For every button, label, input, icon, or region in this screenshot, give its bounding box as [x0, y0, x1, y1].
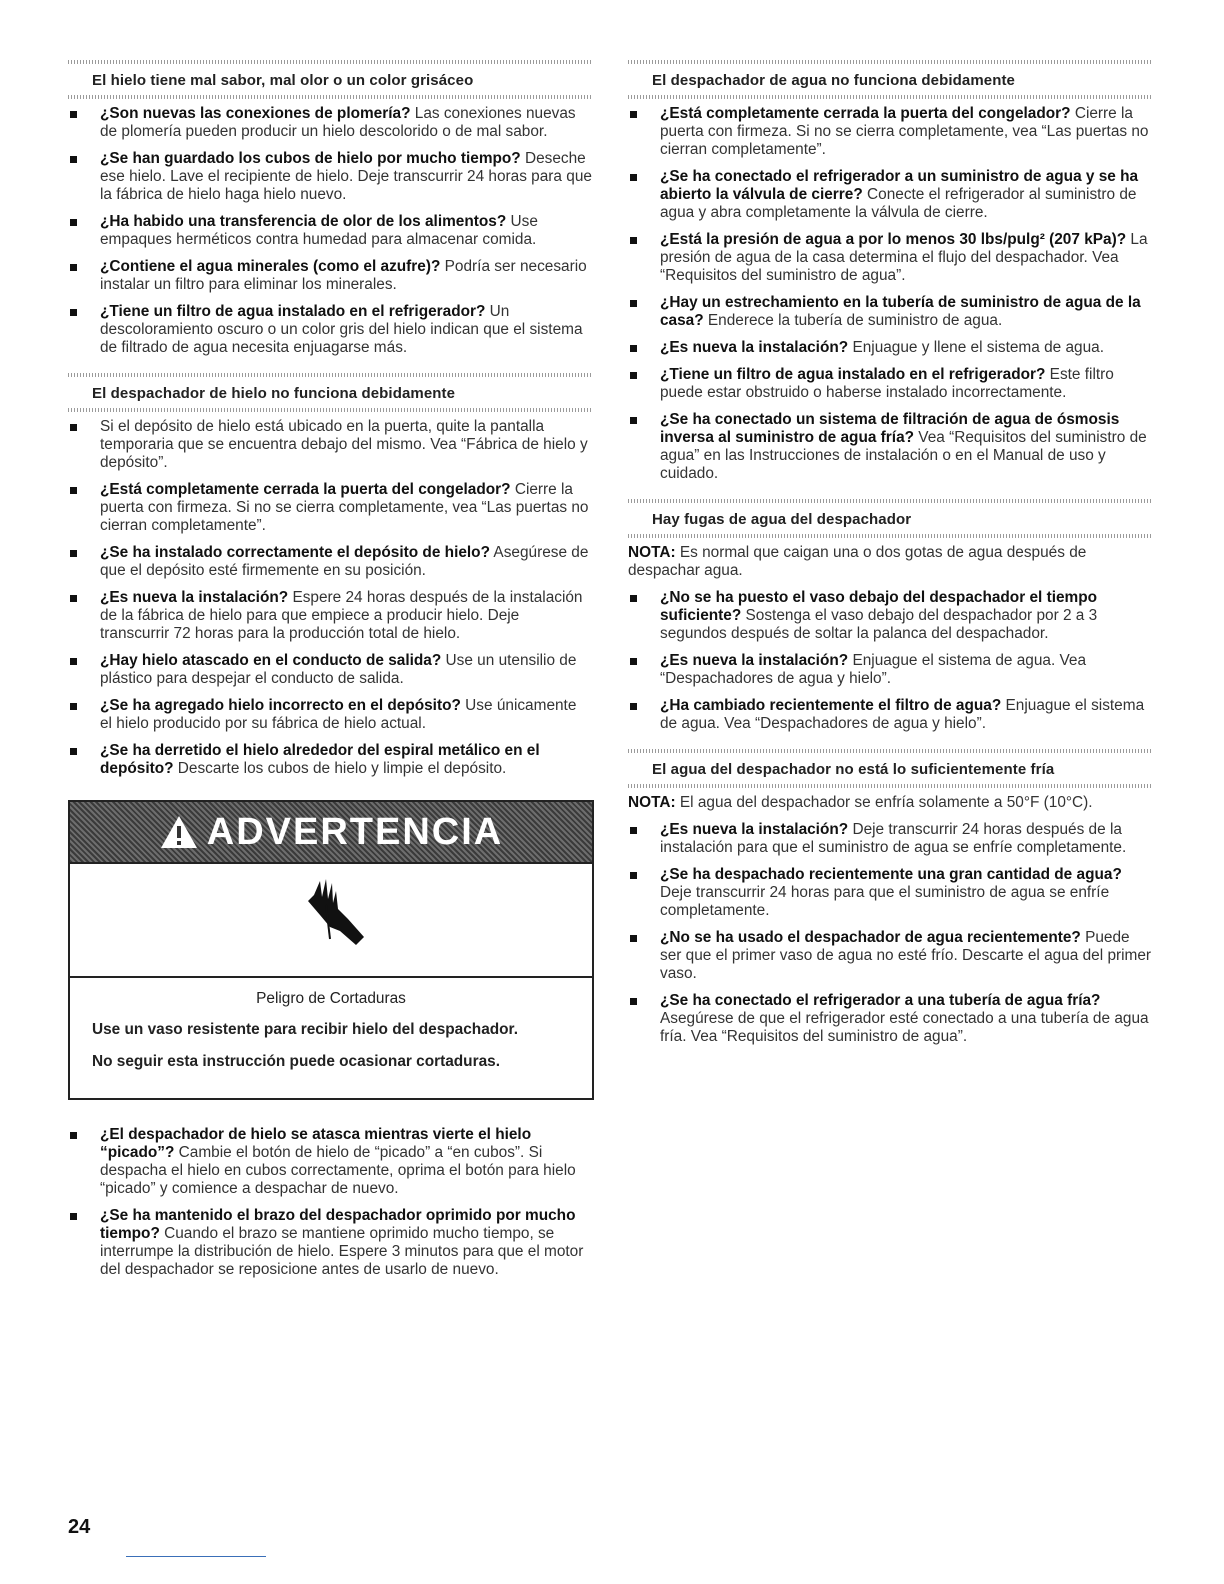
- right-column: [628, 60, 1152, 1055]
- list-item: [68, 742, 592, 778]
- item-answer: Enjuague el sistema de agua. Vea “Despachadores de agua y hielo”.: [660, 697, 1145, 732]
- troubleshooting-section: [68, 373, 592, 778]
- item-answer: Vea “Requisitos del suministro de agua” en las Instrucciones de instalación o en el Manual de uso y cuidado.: [660, 429, 1147, 482]
- item-answer: Enderece la tubería de suministro de agua.: [703, 312, 1003, 329]
- item-answer: Espere 24 horas después de la instalación de la fábrica de hielo para que empiece a producir hielo. Deje transcurrir 72 horas para la producción total de hielo.: [100, 589, 583, 642]
- item-answer: La presión de agua de la casa determina el flujo del despachador. Vea “Requisitos del suministro de agua”.: [660, 231, 1148, 284]
- section-header: [628, 60, 1152, 99]
- item-answer: Deseche ese hielo. Lave el recipiente de hielo. Deje transcurrir 24 horas para que la fábrica de hielo haga hielo nuevo.: [100, 150, 592, 203]
- item-answer: Cierre la puerta con firmeza. Si no se cierra completamente, vea “Las puertas no cierran completamente”.: [100, 481, 589, 534]
- list-item: [628, 168, 1152, 222]
- warning-instruction: Use un vaso resistente para recibir hielo del despachador.: [92, 1021, 518, 1038]
- note-text: Es normal que caigan una o dos gotas de agua después de despachar agua.: [628, 544, 1087, 579]
- list-item: [68, 697, 592, 733]
- item-answer: Este filtro puede estar obstruido o haberse instalado incorrectamente.: [660, 366, 1114, 401]
- section-rule-bottom: [628, 784, 1152, 788]
- warning-heading: ADVERTENCIA: [206, 810, 504, 853]
- list-item: [628, 821, 1152, 857]
- section-header: [628, 749, 1152, 788]
- item-list: [628, 589, 1152, 733]
- section-header: [628, 499, 1152, 538]
- item-question: ¿Hay un estrechamiento en la tubería de suministro de agua de la casa?: [660, 294, 1141, 329]
- list-item: [68, 418, 592, 472]
- troubleshooting-section: [628, 499, 1152, 733]
- list-item: [68, 105, 592, 141]
- list-item: [68, 1207, 592, 1279]
- item-answer: Use empaques herméticos contra humedad para almacenar comida.: [100, 213, 538, 248]
- list-item: [68, 213, 592, 249]
- item-answer: Deje transcurrir 24 horas para que el suministro de agua se enfríe completamente.: [660, 884, 1110, 919]
- item-list: [68, 418, 592, 778]
- list-item: [68, 258, 592, 294]
- item-answer: Sostenga el vaso debajo del despachador por 2 a 3 segundos después de soltar la palanca del despachador.: [660, 607, 1098, 642]
- note-text: El agua del despachador se enfría solamente a 50°F (10°C).: [675, 794, 1093, 811]
- item-question: ¿Está completamente cerrada la puerta del congelador?: [100, 481, 511, 498]
- troubleshooting-section: [628, 60, 1152, 483]
- section-note: [628, 544, 1152, 580]
- item-question: ¿Tiene un filtro de agua instalado en el refrigerador?: [100, 303, 486, 320]
- troubleshooting-section: [68, 60, 592, 357]
- item-question: ¿Está completamente cerrada la puerta del congelador?: [660, 105, 1071, 122]
- section-title: Hay fugas de agua del despachador: [652, 511, 912, 528]
- list-item: [68, 589, 592, 643]
- list-item: [68, 652, 592, 688]
- list-item: [628, 866, 1152, 920]
- item-answer: Use únicamente el hielo producido por su fábrica de hielo actual.: [100, 697, 577, 732]
- section-title: El agua del despachador no está lo suficientemente fría: [652, 761, 1055, 778]
- item-answer: Si el depósito de hielo está ubicado en la puerta, quite la pantalla temporaria que se encuentra debajo del mismo. Vea “Fábrica de hielo y depósito”.: [100, 418, 588, 471]
- item-answer: Cierre la puerta con firmeza. Si no se cierra completamente, vea “Las puertas no cierran completamente”.: [660, 105, 1149, 158]
- item-answer: Deje transcurrir 24 horas después de la instalación para que el suministro de agua se enfríe completamente.: [660, 821, 1127, 856]
- item-list: [628, 821, 1152, 1046]
- list-item: [68, 303, 592, 357]
- section-header: [68, 373, 592, 412]
- item-answer: Use un utensilio de plástico para despejar el conducto de salida.: [100, 652, 577, 687]
- item-answer: Conecte el refrigerador al suministro de agua y abra completamente la válvula de cierre.: [660, 186, 1137, 221]
- list-item: [68, 481, 592, 535]
- after-warning-list: [68, 1126, 592, 1279]
- section-title: El despachador de agua no funciona debidamente: [652, 72, 1015, 89]
- item-question: ¿Se ha agregado hielo incorrecto en el depósito?: [100, 697, 461, 714]
- troubleshooting-section: [628, 749, 1152, 1046]
- list-item: [628, 231, 1152, 285]
- section-rule-bottom: [628, 95, 1152, 99]
- warning-triangle-icon: [159, 814, 199, 850]
- item-question: ¿Ha habido una transferencia de olor de los alimentos?: [100, 213, 507, 230]
- section-title: El hielo tiene mal sabor, mal olor o un color grisáceo: [92, 72, 474, 89]
- item-answer: Asegúrese de que el refrigerador esté conectado a una tubería de agua fría. Vea “Requisitos del suministro de agua”.: [660, 1010, 1149, 1045]
- item-question: ¿Se han guardado los cubos de hielo por mucho tiempo?: [100, 150, 521, 167]
- list-item: [628, 652, 1152, 688]
- item-question: ¿Contiene el agua minerales (como el azufre)?: [100, 258, 441, 275]
- item-question: ¿Es nueva la instalación?: [660, 339, 849, 356]
- list-item: [628, 339, 1152, 357]
- list-item: [628, 929, 1152, 983]
- item-list: [628, 105, 1152, 483]
- warning-subtitle: Peligro de Cortaduras: [256, 990, 406, 1007]
- warning-header: [70, 802, 592, 864]
- item-question: ¿Hay hielo atascado en el conducto de salida?: [100, 652, 442, 669]
- item-question: ¿Se ha instalado correctamente el depósito de hielo?: [100, 544, 490, 561]
- item-question: ¿Se ha derretido el hielo alrededor del espiral metálico en el depósito?: [100, 742, 540, 777]
- item-answer: Cuando el brazo se mantiene oprimido mucho tiempo, se interrumpe la distribución de hielo. Espere 3 minutos para que el motor del despachador se reposicione antes de usarlo de nuevo.: [100, 1225, 584, 1278]
- item-answer: Podría ser necesario instalar un filtro para eliminar los minerales.: [100, 258, 587, 293]
- list-item: [628, 697, 1152, 733]
- item-question: ¿Ha cambiado recientemente el filtro de agua?: [660, 697, 1002, 714]
- section-rule-bottom: [628, 534, 1152, 538]
- list-item: [68, 150, 592, 204]
- warning-box: [68, 800, 594, 1100]
- item-question: ¿El despachador de hielo se atasca mientras vierte el hielo “picado”?: [100, 1126, 532, 1161]
- page-number: 24: [68, 1516, 91, 1538]
- footer-line: [126, 1556, 266, 1557]
- hazard-picture: [70, 864, 592, 978]
- item-question: ¿Se ha mantenido el brazo del despachador oprimido por mucho tiempo?: [100, 1207, 576, 1242]
- list-item: [628, 294, 1152, 330]
- list-item: [628, 105, 1152, 159]
- item-question: ¿Es nueva la instalación?: [660, 652, 849, 669]
- list-item: [628, 992, 1152, 1046]
- list-item: [628, 366, 1152, 402]
- item-answer: Un descoloramiento oscuro o un color gris del hielo indican que el sistema de filtrado de agua necesita enjuagarse más.: [100, 303, 583, 356]
- item-question: ¿Se ha conectado un sistema de filtración de agua de ósmosis inversa al suministro de agua fría?: [660, 411, 1120, 446]
- left-column: [68, 60, 592, 1288]
- cut-hand-hazard-icon: [286, 875, 376, 965]
- section-header: [68, 60, 592, 99]
- warning-consequence: No seguir esta instrucción puede ocasionar cortaduras.: [92, 1053, 500, 1070]
- list-item: [628, 411, 1152, 483]
- list-item: [628, 589, 1152, 643]
- item-question: ¿Se ha conectado el refrigerador a un suministro de agua y se ha abierto la válvula de cierre?: [660, 168, 1139, 203]
- item-question: ¿Se ha conectado el refrigerador a una tubería de agua fría?: [660, 992, 1101, 1009]
- section-note: [628, 794, 1152, 812]
- item-question: ¿Está la presión de agua a por lo menos 30 lbs/pulg² (207 kPa)?: [660, 231, 1127, 248]
- item-answer: Descarte los cubos de hielo y limpie el depósito.: [173, 760, 507, 777]
- note-label: NOTA:: [628, 794, 676, 811]
- item-question: ¿No se ha puesto el vaso debajo del despachador el tiempo suficiente?: [660, 589, 1098, 624]
- list-item: [68, 544, 592, 580]
- item-answer: Puede ser que el primer vaso de agua no esté frío. Descarte el agua del primer vaso.: [660, 929, 1152, 982]
- item-answer: Cambie el botón de hielo de “picado” a “en cubos”. Si despacha el hielo en cubos correctamente, oprima el botón para hielo “picado” y comience a despachar de nuevo.: [100, 1144, 576, 1197]
- item-question: ¿Es nueva la instalación?: [660, 821, 849, 838]
- item-answer: Enjuague y llene el sistema de agua.: [848, 339, 1104, 356]
- item-question: ¿Son nuevas las conexiones de plomería?: [100, 105, 411, 122]
- list-item: [68, 1126, 592, 1198]
- item-list: [68, 105, 592, 357]
- item-question: ¿Es nueva la instalación?: [100, 589, 289, 606]
- note-label: NOTA:: [628, 544, 676, 561]
- item-answer: Asegúrese de que el depósito esté firmemente en su posición.: [100, 544, 589, 579]
- item-answer: Enjuague el sistema de agua. Vea “Despachadores de agua y hielo”.: [660, 652, 1087, 687]
- item-question: ¿Se ha despachado recientemente una gran cantidad de agua?: [660, 866, 1122, 883]
- item-question: ¿No se ha usado el despachador de agua recientemente?: [660, 929, 1081, 946]
- section-title: El despachador de hielo no funciona debidamente: [92, 385, 456, 402]
- section-rule-bottom: [68, 408, 592, 412]
- section-rule-bottom: [68, 95, 592, 99]
- item-question: ¿Tiene un filtro de agua instalado en el refrigerador?: [660, 366, 1046, 383]
- item-answer: Las conexiones nuevas de plomería pueden producir un hielo descolorido o de mal sabor.: [100, 105, 576, 140]
